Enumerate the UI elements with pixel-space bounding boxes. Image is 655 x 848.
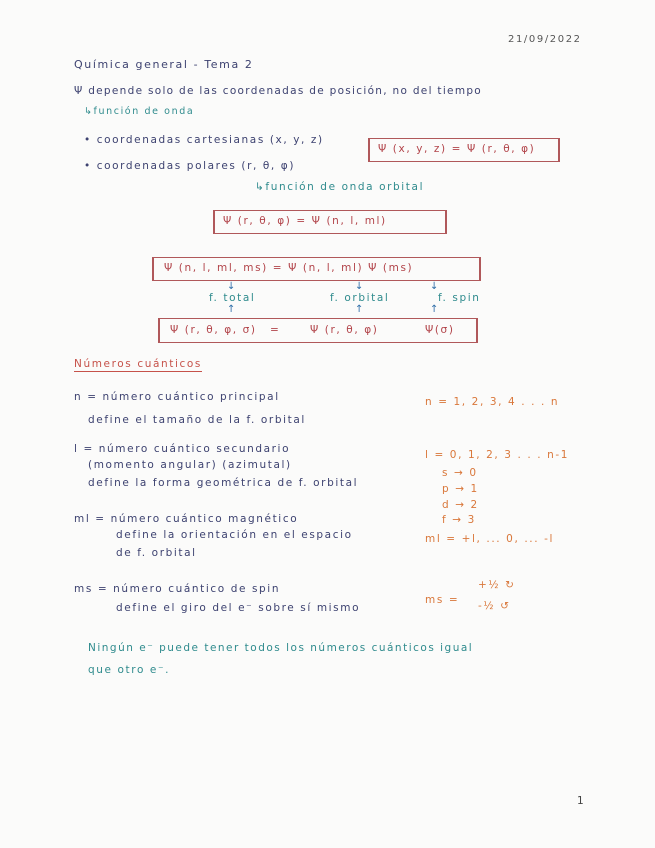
psi-note: ↳función de onda — [84, 106, 195, 117]
label-f-total: f. total — [209, 292, 256, 304]
up-arrow-icon: ↑ — [355, 304, 364, 315]
orbital-equation: Ψ (r, θ, φ) = Ψ (n, l, ml) — [223, 215, 387, 227]
psi-statement: Ψ depende solo de las coordenadas de posición, no del tiempo — [74, 85, 483, 97]
decomposition-bottom-box — [158, 318, 478, 343]
pauli-line: Ningún e⁻ puede tener todos los números cuánticos igual — [88, 642, 474, 654]
qn-ml-line: ml = número cuántico magnético — [74, 513, 299, 525]
qn-l-line: l = número cuántico secundario — [74, 443, 291, 455]
orbital-equation-box — [213, 210, 447, 234]
page-title: Química general - Tema 2 — [74, 58, 254, 71]
qn-n-line: n = número cuántico principal — [74, 391, 280, 403]
qn-ms-line: define el giro del e⁻ sobre sí mismo — [116, 602, 361, 614]
box-equation: Ψ (x, y, z) = Ψ (r, θ, φ) — [378, 143, 536, 155]
qn-l-value: l = 0, 1, 2, 3 . . . n-1 — [425, 449, 570, 461]
bullet-polar: • coordenadas polares (r, θ, φ) — [84, 160, 296, 172]
qn-ms-minus: -½ ↺ — [478, 600, 511, 612]
qn-l-value: d → 2 — [442, 499, 479, 511]
qn-l-value: f → 3 — [442, 514, 476, 526]
qn-ml-value: ml = +l, ... 0, ... -l — [425, 533, 554, 545]
label-f-orbital: f. orbital — [330, 292, 390, 304]
down-arrow-icon: ↓ — [430, 281, 439, 292]
qn-l-line: (momento angular) (azimutal) — [88, 459, 292, 471]
bullet-cartesian: • coordenadas cartesianas (x, y, z) — [84, 134, 324, 146]
up-arrow-icon: ↑ — [227, 304, 236, 315]
bottom-equals: = — [270, 324, 281, 336]
qn-l-line: define la forma geométrica de f. orbital — [88, 477, 359, 489]
up-arrow-icon: ↑ — [430, 304, 439, 315]
page-number: 1 — [577, 795, 586, 807]
section-heading: Números cuánticos — [74, 358, 202, 370]
equation-box — [368, 138, 560, 162]
down-arrow-icon: ↓ — [227, 281, 236, 292]
bottom-orbital: Ψ (r, θ, φ) — [310, 324, 379, 336]
qn-n-value: n = 1, 2, 3, 4 . . . n — [425, 396, 560, 408]
qn-l-value: s → 0 — [442, 467, 478, 479]
qn-n-line: define el tamaño de la f. orbital — [88, 414, 306, 426]
qn-ms-label: ms = — [425, 594, 460, 606]
qn-l-value: p → 1 — [442, 483, 479, 495]
decomposition-top-box — [152, 257, 481, 281]
bottom-total: Ψ (r, θ, φ, σ) — [170, 324, 257, 336]
label-f-spin: f. spin — [438, 292, 481, 304]
orbital-note: ↳función de onda orbital — [255, 181, 425, 193]
qn-ms-plus: +½ ↻ — [478, 579, 516, 591]
down-arrow-icon: ↓ — [355, 281, 364, 292]
qn-ms-line: ms = número cuántico de spin — [74, 583, 281, 595]
qn-ml-line: de f. orbital — [116, 547, 197, 559]
pauli-line: que otro e⁻. — [88, 664, 171, 676]
date: 21/09/2022 — [508, 34, 582, 45]
bottom-spin: Ψ(σ) — [425, 324, 455, 336]
qn-ml-line: define la orientación en el espacio — [116, 529, 353, 541]
top-equation: Ψ (n, l, ml, ms) = Ψ (n, l, ml) Ψ (ms) — [164, 262, 414, 274]
